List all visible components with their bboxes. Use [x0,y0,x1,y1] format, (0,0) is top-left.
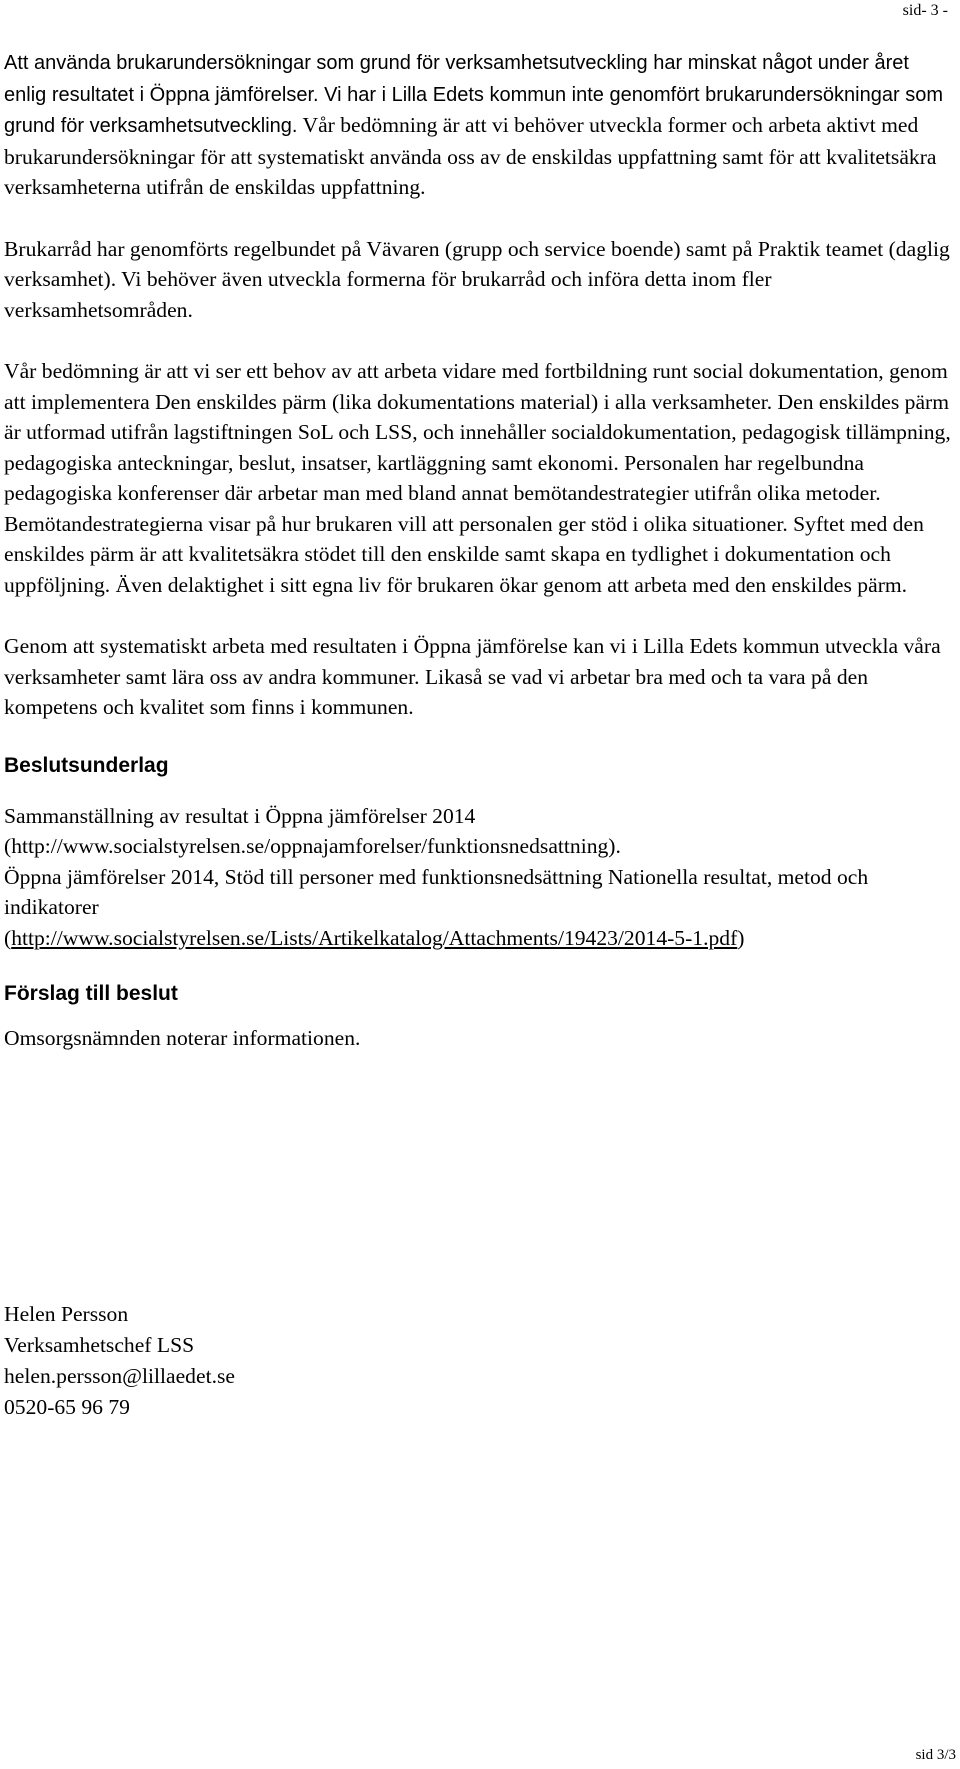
document-body [4,47,956,1054]
signature-email: helen.persson@lillaedet.se [4,1364,235,1388]
forslag-text: Omsorgsnämnden noterar informationen. [4,1026,361,1050]
reference-1-url: (http://www.socialstyrelsen.se/oppnajamforelser/funktionsnedsattning). [4,834,621,858]
paragraph-sans-part: Att använda brukarundersökningar som grund för verksamhetsutveckling har minskat något under året enlig resultatet i Öppna jämförelser. Vi har i Lilla Edets kommun inte genomfört brukarundersökningar som grund för verksamhetsutveckling. [4,52,943,137]
heading-forslag-till-beslut: Förslag till beslut [4,982,178,1005]
signature-phone: 0520-65 96 79 [4,1395,130,1419]
reference-2-close-paren: ) [737,925,745,950]
page-number-footer: sid 3/3 [915,1747,956,1763]
paragraph-den-enskildes-parm: Vår bedömning är att vi ser ett behov av att arbeta vidare med fortbildning runt social dokumentation, genom att implementera Den enskildes pärm (lika dokumentations material) i alla verksamheter. Den enskildes pärm är utformad utifrån lagstiftningen SoL och LSS, och innehåller socialdokumentation, pedagogisk tillämpning, pedagogiska anteckningar, beslut, insatser, kartläggning samt ekonomi. Personalen har regelbundna pedagogiska konferenser där arbetar man med bland annat bemötandestrategier utifrån olika metoder. Bemötandestrategierna visar på hur brukaren vill att personalen ger stöd i olika situationer. Syftet med den enskildes pärm är att kvalitetsäkra stödet till den enskilde samt skapa en tydlighet i dokumentation och uppföljning. Även delaktighet i sitt egna liv för brukaren ökar genom att arbeta med den enskildes pärm. [4,359,951,597]
paragraph-brukarrad: Brukarråd har genomförts regelbundet på Vävaren (grupp och service boende) samt på Praktik teamet (daglig verksamhet). Vi behöver även utveckla formerna för brukarråd och införa detta inom fler verksamhetsområden. [4,236,950,322]
paragraph-brukarundersokningar [4,47,956,203]
paragraph-oppna-jamforelser: Genom att systematiskt arbeta med resultaten i Öppna jämförelse kan vi i Lilla Edets kommun utveckla våra verksamheter samt lära oss av andra kommuner. Likaså se vad vi arbetar bra med och ta vara på den kompetens och kvalitet som finns i kommunen. [4,634,941,719]
reference-2-title: Öppna jämförelser 2014, Stöd till personer med funktionsnedsättning Nationella resultat, metod och indikatorer [4,864,869,919]
reference-2-link-line [4,923,956,954]
signature-name: Helen Persson [4,1302,129,1326]
signature-title: Verksamhetschef LSS [4,1333,195,1357]
heading-beslutsunderlag: Beslutsunderlag [4,753,169,777]
paragraph-serif-part: Vår bedömning är att vi behöver utveckla former och arbeta aktivt med brukarundersökningar för att systematiskt använda oss av de enskildas uppfattning samt för att kvalitetsäkra verksamheterna utifrån de enskildas uppfattning. [4,113,937,199]
reference-1-title: Sammanställning av resultat i Öppna jämförelser 2014 [4,803,476,828]
reference-2-link[interactable]: http://www.socialstyrelsen.se/Lists/Artikelkatalog/Attachments/19423/2014-5-1.pdf [11,925,738,950]
page-number-header: sid- 3 - [902,2,948,19]
reference-2-open-paren: ( [4,925,12,950]
signature-block [4,1299,235,1423]
